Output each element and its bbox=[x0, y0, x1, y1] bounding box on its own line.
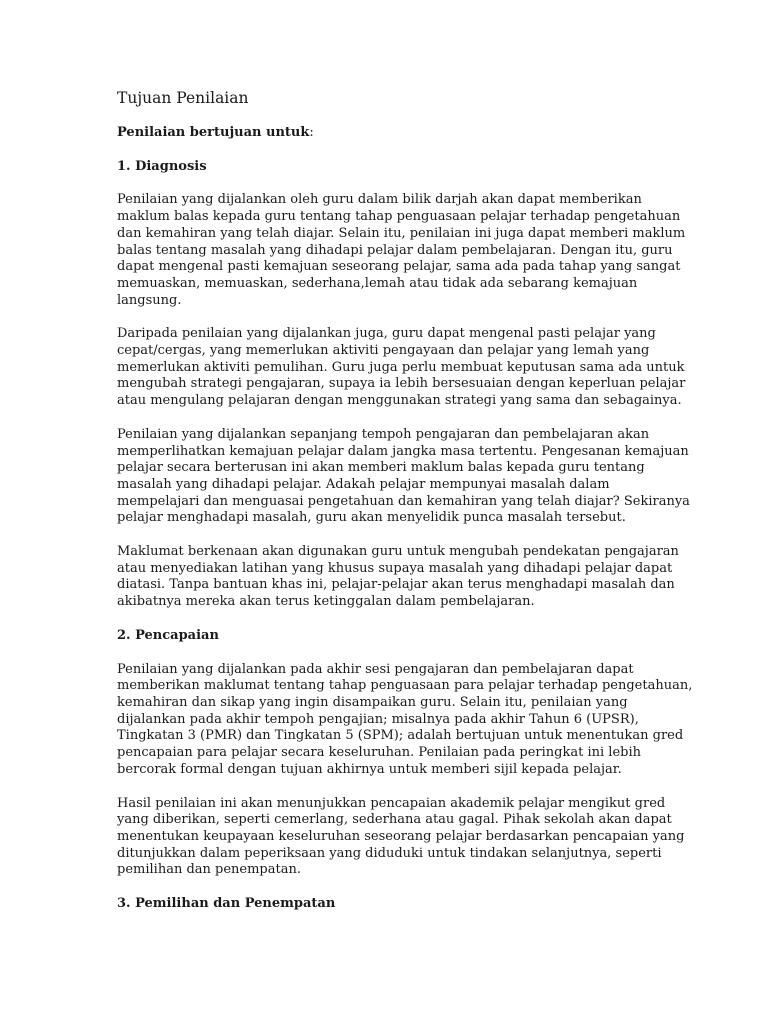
text-line: dan kemahiran yang telah diajar. Selain itu, penilaian ini juga dapat memberi maklum bbox=[117, 225, 686, 241]
text-line: dapat mengenal pasti kemajuan seseorang pelajar, sama ada pada tahap yang sangat bbox=[117, 259, 681, 275]
intro-bold-text: Penilaian bertujuan untuk bbox=[117, 125, 310, 140]
text-line: masalah yang dihadapi pelajar. Adakah pelajar mempunyai masalah dalam bbox=[117, 476, 610, 492]
text-line: cepat/cergas, yang memerlukan aktiviti pengayaan dan pelajar yang lemah yang bbox=[117, 343, 650, 359]
section-pencapaian bbox=[117, 627, 693, 879]
paragraph bbox=[117, 326, 686, 410]
text-line: ditunjukkan dalam peperiksaan yang diduduki untuk tindakan selanjutnya, seperti bbox=[117, 845, 662, 861]
text-line: diatasi. Tanpa bantuan khas ini, pelajar-pelajar akan terus menghadapi masalah dan bbox=[117, 577, 675, 593]
text-line: kemahiran dan sikap yang ingin disampaikan guru. Selain itu, penilaian yang bbox=[117, 694, 628, 710]
text-line: balas tentang masalah yang dihadapi pelajar dalam pembelajaran. Dengan itu, guru bbox=[117, 242, 673, 258]
text-line: memperlihatkan kemajuan pelajar dalam jangka masa tertentu. Pengesanan kemajuan bbox=[117, 443, 689, 459]
paragraph bbox=[117, 661, 693, 779]
text-line: Tingkatan 3 (PMR) dan Tingkatan 5 (SPM); adalah bertujuan untuk menentukan gred bbox=[117, 728, 684, 744]
text-line: Daripada penilaian yang dijalankan juga, guru dapat mengenal pasti pelajar yang bbox=[117, 326, 656, 342]
text-line: Penilaian yang dijalankan sepanjang tempoh pengajaran dan pembelajaran akan bbox=[117, 426, 650, 442]
text-line: atau menyediakan latihan yang khusus supaya masalah yang dihadapi pelajar dapat bbox=[117, 560, 673, 576]
text-line: menentukan keupayaan keseluruhan seseorang pelajar berdasarkan pencapaian yang bbox=[117, 828, 685, 844]
text-line: langsung. bbox=[117, 292, 182, 308]
text-line: mengubah strategi pengajaran, supaya ia lebih bersesuaian dengan keperluan pelajar bbox=[117, 376, 686, 392]
paragraph bbox=[117, 544, 679, 611]
text-line: mempelajari dan menguasai pengetahuan dan kemahiran yang telah diajar? Sekiranya bbox=[117, 493, 690, 509]
document-title: Tujuan Penilaian bbox=[117, 89, 249, 107]
text-line: pemilihan dan penempatan. bbox=[117, 862, 301, 878]
intro-line bbox=[117, 125, 657, 142]
paragraph bbox=[117, 426, 690, 527]
text-line: pencapaian para pelajar secara keseluruhan. Penilaian pada peringkat ini lebih bbox=[117, 745, 642, 761]
text-line: Hasil penilaian ini akan menunjukkan pencapaian akademik pelajar mengikut gred bbox=[117, 795, 666, 811]
section-pemilihan-dan-penempatan bbox=[117, 896, 657, 913]
document-page bbox=[117, 88, 693, 930]
text-line: bercorak formal dengan tujuan akhirnya untuk memberi sijil kepada pelajar. bbox=[117, 761, 622, 777]
text-line: Maklumat berkenaan akan digunakan guru untuk mengubah pendekatan pengajaran bbox=[117, 544, 679, 560]
text-line: memuaskan, memuaskan, sederhana,lemah atau tidak ada sebarang kemajuan bbox=[117, 275, 638, 291]
text-line: memberikan maklumat tentang tahap penguasaan para pelajar terhadap pengetahuan, bbox=[117, 678, 693, 694]
text-line: maklum balas kepada guru tentang tahap penguasaan pelajar terhadap pengetahuan bbox=[117, 209, 681, 225]
text-line: memerlukan aktiviti pemulihan. Guru juga perlu membuat keputusan sama ada untuk bbox=[117, 359, 685, 375]
text-line: pelajar secara berterusan ini akan memberi maklum balas kepada guru tentang bbox=[117, 460, 645, 476]
text-line: dijalankan pada akhir tempoh pengajian; misalnya pada akhir Tahun 6 (UPSR), bbox=[117, 711, 639, 727]
section-heading: 2. Pencapaian bbox=[117, 627, 219, 643]
section-heading: 1. Diagnosis bbox=[117, 158, 207, 174]
intro-colon: : bbox=[309, 125, 314, 140]
text-line: yang diberikan, seperti cemerlang, sederhana atau gagal. Pihak sekolah akan dapat bbox=[117, 812, 672, 828]
text-line: atau mengulang pelajaran dengan menggunakan strategi yang sama dan sebagainya. bbox=[117, 393, 682, 409]
paragraph bbox=[117, 192, 686, 309]
section-heading: 3. Pemilihan dan Penempatan bbox=[117, 896, 336, 912]
section-diagnosis bbox=[117, 158, 690, 611]
text-line: pelajar menghadapi masalah, guru akan menyelidik punca masalah tersebut. bbox=[117, 510, 626, 526]
text-line: Penilaian yang dijalankan pada akhir sesi pengajaran dan pembelajaran dapat bbox=[117, 661, 634, 677]
paragraph bbox=[117, 795, 685, 880]
text-line: Penilaian yang dijalankan oleh guru dalam bilik darjah akan dapat memberikan bbox=[117, 192, 642, 208]
text-line: akibatnya mereka akan terus ketinggalan dalam pembelajaran. bbox=[117, 594, 535, 610]
